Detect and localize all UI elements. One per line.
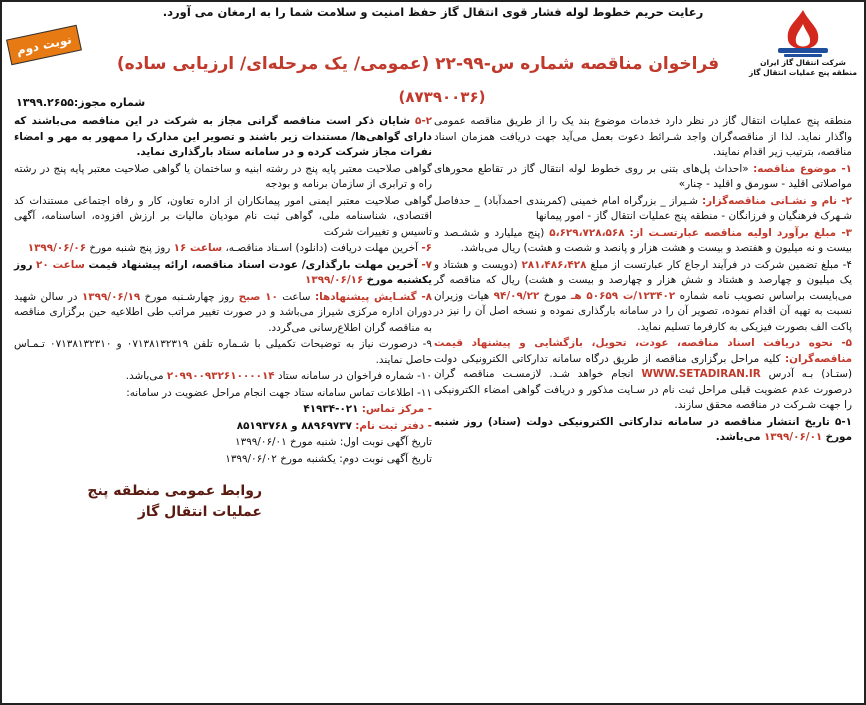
section-4-intro: ۴- مبلغ تضمین شرکت در فرآیند ارجاع کار عبارتست از مبلغ	[590, 258, 852, 271]
first-ad-date: تاریخ آگهی نوبت اول: شنبه مورخ ۱۳۹۹/۰۶/۰۱	[235, 436, 432, 448]
section-3	[434, 226, 852, 257]
setad-tender-number: ۲۰۹۹۰۰۹۳۲۶۱۰۰۰۰۱۴	[166, 370, 275, 382]
region-name: منطقه پنج عملیات انتقال گاز	[749, 68, 857, 77]
opening-date: ۱۳۹۹/۰۶/۱۹	[81, 290, 141, 303]
download-deadline-date: ۱۳۹۹/۰۶/۰۶	[27, 242, 87, 254]
section-5-label: ۵- نحوه دریافت اسناد مناقصه، عودت، تحویل، بازگشایی و پیشنهاد قیمت مناقصه‌گران:	[434, 337, 852, 365]
section-6	[14, 241, 432, 257]
registration-office-label: - دفتر ثبت نام:	[355, 419, 432, 432]
section-9: ۹- درصورت نیاز به توضیحات تکمیلی با شـماره تلفن ۰۷۱۳۸۱۳۲۳۱۹ و ۰۷۱۳۸۱۳۲۳۱۰ تـمـاس حاصل نمایند.	[14, 338, 433, 366]
section-5-1	[434, 415, 852, 446]
call-center-label: - مرکز تماس:	[361, 403, 432, 415]
signature-block	[44, 481, 432, 523]
section-5	[434, 336, 852, 414]
section-7	[14, 258, 432, 289]
section-1-label: ۱- موضوع مناقصه:	[753, 162, 852, 175]
section-8-end: در سالن شهید دوران اداره مرکزی شیراز می‌باشد و در صورت تغییر مراتب طی اطلاعیه حین برگزاری مناقصه به مناقصه گران اطلاع‌رسانی می‌گردد.	[14, 290, 432, 334]
section-1-text: «احداث پل‌های بتنی بر روی خطوط لوله انتقال گاز در تقاطع محورهای مواصلاتی اقلید - سورمق و اقلید - چنار»	[434, 162, 852, 190]
section-8	[14, 290, 432, 337]
section-4-text: (دویست و هشتاد و یک میلیون و چهارصد و هشتاد و شش هزار و چهارصد و بیست و هشت) ریال که مناقصه گر می‌بایست براساس تصویب نامه شماره	[434, 258, 853, 302]
section-5-text: کلیه مراحل برگزاری مناقصه از طریق درگاه سامانه تدارکاتی الکترونیکی دولت (ستـاد) بـه آدرس	[434, 352, 852, 380]
section-5-1-end: می‌باشد.	[715, 431, 761, 443]
section-3-text: (پنج میلیارد و ششـصد و بیست و نه میلیون و هفتصد و بیست و هشت هزار و پانصد و شصت و هشت) ریال می‌باشد.	[434, 226, 852, 254]
company-logo	[748, 8, 858, 78]
company-name: شرکت انتقال گاز ایران	[760, 58, 846, 67]
certificate-1: گواهی صلاحیت معتبر پایه پنج در رشته ابنیه و ساختمان یا گواهی صلاحیت معتبر پایه پنج در رشته راه و ترابری از سازمان برنامه و بودجه	[14, 162, 432, 190]
submission-deadline-time: ساعت ۲۰	[36, 258, 85, 271]
section-5-2-text: شایان ذکر است مناقصه گرانی مجاز به شرکت در این مناقصه می‌باشند که دارای گواهی‌ها/ مستندات زیر باشند و تصویر این مدارک را ممهور به مهر و امضاء نفرات مجاز شرکت کرده و در سامانه ستاد بارگذاری نماید.	[14, 115, 432, 158]
call-center	[14, 402, 432, 418]
publish-date: ۱۳۹۹/۰۶/۰۱	[763, 431, 823, 443]
page-title: فراخوان مناقصه شماره س-۹۹-۲۲ (عمومی/ یک مرحله‌ای/ ارزیابی ساده)	[116, 54, 720, 74]
left-column	[14, 114, 432, 523]
section-7-day: روز یکشنبه مورخ	[14, 258, 432, 286]
section-6-text: آخرین مهلت دریافت (دانلود) اسـناد مناقصـه،	[225, 242, 419, 254]
section-11: ۱۱- اطلاعات تماس سامانه ستاد جهت انجام مراحل عضویت در سامانه:	[126, 386, 432, 399]
section-1	[434, 162, 852, 193]
section-10-text: ۱۰- شماره فراخوان در سامانه ستاد	[277, 370, 432, 382]
submission-deadline-date: ۱۳۹۹/۰۶/۱۶	[305, 274, 364, 286]
section-5-1-text: ۵-۱ تاریخ انتشار مناقصه در سامانه تدارکاتی الکترونیکی دولت (ستاد) روز شنبه مورخ	[434, 415, 852, 443]
estimate-amount: ۵،۶۲۹،۷۲۸،۵۶۸	[549, 226, 625, 239]
section-7-text: آخرین مهلت بارگذاری/ عودت اسناد مناقصه، ارائه پیشنهاد قیمت	[88, 258, 418, 271]
section-8-text: ساعت	[282, 290, 311, 303]
section-3-label: ۳- مبلغ برآورد اولیه مناقصه عبارتسـت از:	[629, 226, 852, 239]
section-8-day: روز چهارشـنبه مورخ	[144, 290, 235, 303]
section-6-day: روز پنج شنبه مورخ	[89, 242, 171, 254]
section-4	[434, 258, 852, 336]
second-notice-badge: نوبت دوم	[6, 25, 82, 65]
section-2-text: شـیراز _ بزرگراه امام خمینی (کمربندی احمدآباد) _ حدفاصل شـهرک فرهنگیان و فرزانگان - منطقه پنج عملیات انتقال گاز - امور پیمانها	[434, 194, 852, 222]
call-center-phone: ۰۲۱-۴۱۹۳۴	[303, 403, 359, 415]
opening-time: ۱۰ صبح	[238, 290, 278, 303]
tender-number: (۸۷۳۹۰۰۳۶)	[398, 88, 486, 106]
signature-line-2: عملیات انتقال گاز	[137, 504, 262, 520]
section-5-2-label: ۵-۲	[415, 115, 432, 127]
guarantee-amount: ۲۸۱،۴۸۶،۴۲۸	[521, 258, 587, 271]
registration-office	[14, 419, 432, 435]
decree-number: ۱۲۳۴۰۲/ت ۵۰۶۵۹ هـ	[570, 289, 676, 302]
decree-date: ۹۴/۰۹/۲۲	[493, 289, 540, 302]
download-deadline-time: ساعت ۱۶	[173, 242, 223, 254]
certificate-2: گواهی صلاحیت معتبر ایمنی امور پیمانکاران از اداره تعاون، کار و رفاه اجتماعی مستندات کد اقتصادی، شناسنامه ملی، گواهی ثبت نام مودیان مالیات بر ارزش افزوده، اساسنامه، آگهی تاسیس و تغییرات شرکت	[14, 194, 432, 238]
second-ad-date: تاریخ آگهی نوبت دوم: یکشنبه مورخ ۱۳۹۹/۰۶/۰۲	[225, 452, 432, 465]
setad-website-link[interactable]: WWW.SETADIRAN.IR	[641, 368, 761, 380]
section-2	[434, 194, 852, 225]
section-4-end: هیات وزیران نسبت به تهیه آن اقدام نموده، تصویر آن را در سامانه بارگذاری نموده و نسخه اصل آن را نیز در پاکت الف بصورت فیزیکی به کارفرما تسلیم نماید.	[434, 289, 852, 333]
section-8-label: ۸- گشـایش پیشنهادها:	[314, 290, 433, 303]
intro-paragraph: منطقه پنج عملیات انتقال گاز در نظر دارد خدمات موضوع بند یک را از طریق مناقصه عمومی واگذار نماید. لذا از مناقصه‌گران واجد شـرائط دعوت بعمل می‌آید جهت دریافت همزمان اسناد مناقصه، بترتیب زیر اقدام نمایند.	[434, 115, 852, 158]
right-column	[434, 114, 852, 447]
section-7-label: ۷-	[421, 258, 432, 271]
section-2-label: ۲- نام و نشـانی مناقصه‌گزار:	[701, 194, 852, 207]
section-10	[14, 369, 432, 385]
section-10-end: می‌باشد.	[125, 370, 164, 382]
registration-office-phone: ۸۸۹۶۹۷۳۷ و ۸۵۱۹۳۷۶۸	[236, 419, 352, 432]
decree-date-label: مورخ	[543, 289, 567, 302]
permit-number: شماره مجوز:۱۳۹۹.۲۶۵۵	[16, 96, 146, 109]
gas-flame-logo-icon	[772, 8, 834, 58]
safety-motto: رعایت حریم خطوط لوله فشار قوی انتقال گاز حفظ امنیت و سلامت شما را به ارمغان می آورد.	[162, 5, 704, 19]
section-5-2	[14, 114, 432, 161]
signature-line-1: روابط عمومی منطقه پنج	[87, 483, 262, 499]
section-6-label: ۶-	[421, 242, 432, 254]
section-5-end: انجام خواهد شـد. لازمسـت مناقصه گران درصورت عدم عضویت قبلی مراحل ثبت نام در سـایت مذکور و دریافت گواهی امضاء الکترونیکی را جهت شـرکت در مناقصه محقق سازند.	[434, 368, 852, 411]
